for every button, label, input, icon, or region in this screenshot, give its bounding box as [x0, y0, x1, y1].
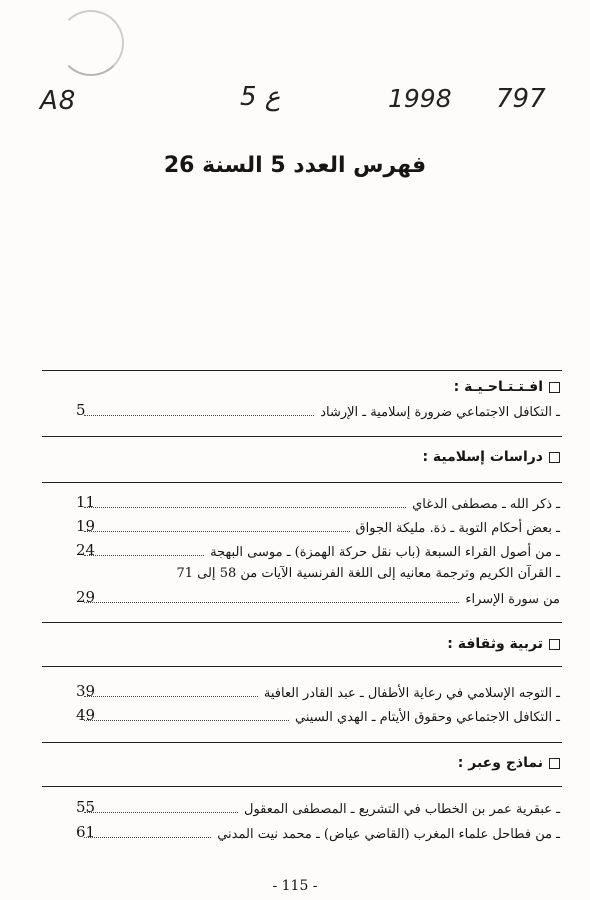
- stamp-circle-mark: [58, 10, 124, 76]
- dot-leader: [84, 602, 459, 603]
- section-heading-namadhij: نماذج وعبر :: [458, 755, 560, 771]
- section-rule: [42, 666, 562, 667]
- toc-entry-text: ـ القرآن الكريم وترجمة معانيه إلى اللغة الفرنسية الآيات من 58 إلى 71: [176, 566, 560, 581]
- dot-leader: [84, 837, 211, 838]
- dot-leader: [84, 720, 289, 721]
- dot-leader: [84, 555, 204, 556]
- dot-leader: [84, 415, 314, 416]
- page-number: 24: [76, 541, 96, 559]
- dot-leader: [84, 531, 350, 532]
- dot-leader: [84, 696, 258, 697]
- section-rule: [42, 436, 562, 437]
- page-number: 55: [76, 798, 96, 816]
- page-number: 39: [76, 682, 96, 700]
- page-number: 19: [76, 517, 96, 535]
- section-rule: [42, 742, 562, 743]
- section-rule: [42, 622, 562, 623]
- toc-entry: ـ ذكر الله ـ مصطفى الدغاي: [78, 492, 560, 512]
- toc-entry: ـ عبقرية عمر بن الخطاب في التشريع ـ المصطفى المعقول: [78, 797, 560, 817]
- page-number: 11: [76, 493, 96, 511]
- toc-entry: ـ من فطاحل علماء المغرب (القاضي عياض) ـ محمد نيت المدني: [78, 822, 560, 842]
- handwritten-year: 1998: [388, 84, 452, 113]
- toc-entry: ـ التوجه الإسلامي في رعاية الأطفال ـ عبد القادر العافية: [78, 681, 560, 701]
- handwritten-number: 797: [496, 84, 546, 114]
- page-number: 61: [76, 823, 96, 841]
- section-rule: [42, 786, 562, 787]
- square-bullet-icon: [549, 382, 560, 393]
- dot-leader: [84, 812, 238, 813]
- handwritten-issue: ع 5: [240, 82, 281, 112]
- section-heading-tarbiya: تربية وثقافة :: [447, 636, 560, 652]
- toc-entry: من سورة الإسراء: [78, 587, 560, 607]
- page-number: 5: [76, 401, 86, 419]
- toc-entry: ـ التكافل الاجتماعي ضرورة إسلامية ـ الإرشاد: [78, 400, 560, 420]
- section-heading-iftitahiya: افـتـتـاحـيـة :: [454, 379, 560, 395]
- toc-entry: ـ التكافل الاجتماعي وحقوق الأيتام ـ الهدي السيني: [78, 705, 560, 725]
- handwritten-code: A8: [40, 86, 77, 116]
- toc-entry: ـ من أصول القراء السبعة (باب نقل حركة الهمزة) ـ موسى البهجة: [78, 540, 560, 560]
- section-heading-dirasat: دراسات إسلامية :: [422, 449, 560, 465]
- page-footer-number: - 115 -: [272, 878, 318, 894]
- section-rule: [42, 482, 562, 483]
- page-title: فهرس العدد 5 السنة 26: [163, 153, 427, 178]
- square-bullet-icon: [549, 452, 560, 463]
- section-rule: [42, 370, 562, 371]
- page-number: 49: [76, 706, 96, 724]
- square-bullet-icon: [549, 758, 560, 769]
- page-number: 29: [76, 588, 96, 606]
- toc-entry: ـ بعض أحكام التوبة ـ ذة. مليكة الجواق: [78, 516, 560, 536]
- dot-leader: [84, 507, 406, 508]
- square-bullet-icon: [549, 639, 560, 650]
